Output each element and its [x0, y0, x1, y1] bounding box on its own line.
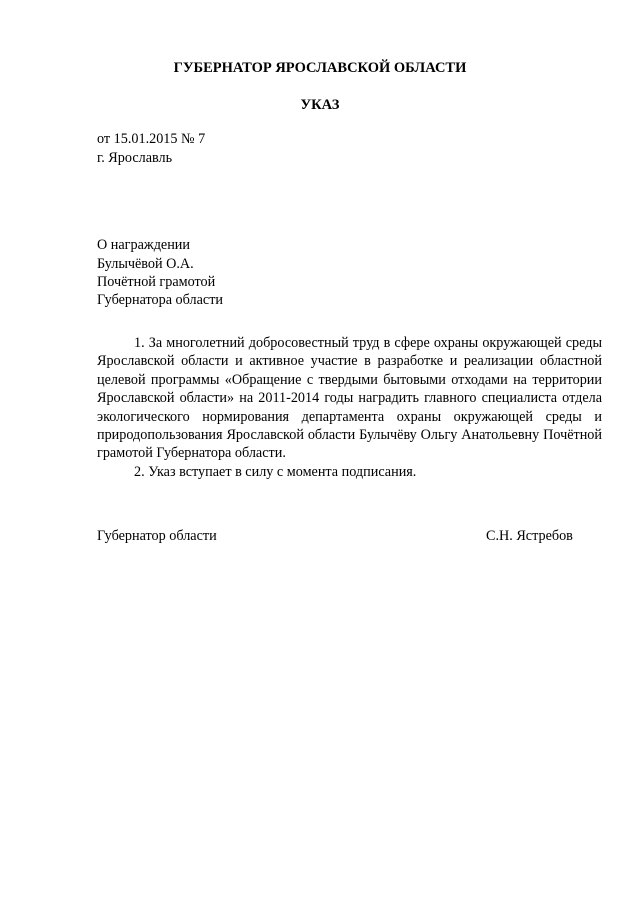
- subject-line-3: Почётной грамотой: [97, 274, 216, 290]
- issuing-authority-heading: ГУБЕРНАТОР ЯРОСЛАВСКОЙ ОБЛАСТИ: [173, 60, 467, 76]
- decree-paragraph-1: 1. За многолетний добросовестный труд в сфере охраны окружающей среды Ярославской области и активное участие в разработке и реализации областной целевой программы «Обращение с твердыми бытовыми отходами на территории Ярославской области» на 2011-2014 годы наградить главного специалиста отдела экологического нормирования департамента охраны окружающей среды и природопользования Ярославской области Булычёву Ольгу Анатольевну Почётной грамотой Губернатора области.: [97, 335, 602, 462]
- subject-line-2: Булычёвой О.А.: [97, 256, 194, 272]
- subject-line-4: Губернатора области: [97, 292, 223, 308]
- document-type-heading: УКАЗ: [300, 97, 340, 113]
- subject-line-1: О награждении: [97, 237, 190, 253]
- signatory-name: С.Н. Ястребов: [486, 528, 573, 544]
- decree-body: [97, 334, 602, 481]
- decree-paragraph-2: 2. Указ вступает в силу с момента подписания.: [134, 463, 417, 480]
- signatory-position: Губернатор области: [97, 528, 217, 544]
- issue-city: г. Ярославль: [97, 150, 173, 166]
- date-and-number: от 15.01.2015 № 7: [97, 131, 206, 147]
